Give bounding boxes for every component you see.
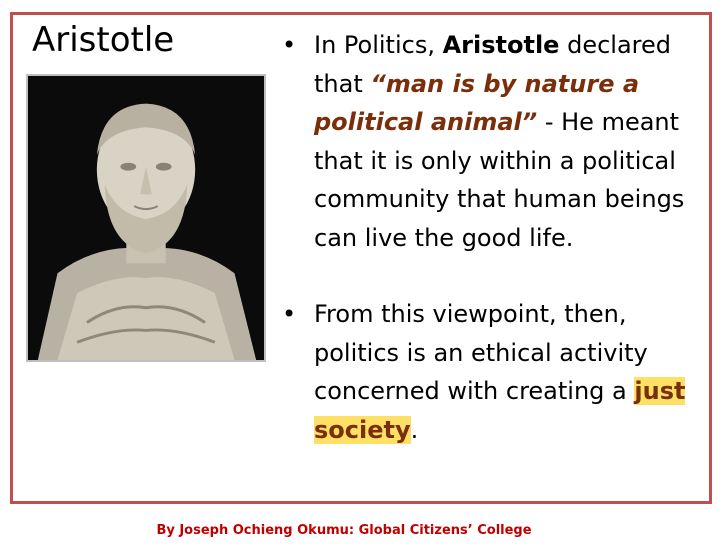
bullet-item	[282, 26, 694, 257]
bullet-list	[282, 26, 694, 449]
bullet1-quote: “man is by nature a political animal”	[314, 69, 640, 136]
bullet1-text-before: In Politics,	[314, 31, 443, 59]
bullet1-text-after: - He meant that it is only within a political community that human beings can live the good life.	[314, 108, 685, 252]
slide-title: Aristotle	[32, 20, 175, 60]
bullet2-text-after: .	[410, 415, 419, 444]
bullet2-text-before: From this viewpoint, then, politics is an ethical activity concerned with creating a	[314, 300, 648, 405]
bullet-item	[282, 295, 694, 449]
bullet-dot-icon: •	[282, 31, 297, 59]
bullet1-text-mid: declared that	[314, 31, 671, 98]
bullet-dot-icon: •	[282, 300, 297, 328]
bullet1-bold-name: Aristotle	[442, 31, 560, 59]
aristotle-bust-image	[26, 74, 266, 362]
bullet2-highlight: just society	[314, 377, 686, 444]
slide-footer	[0, 523, 728, 538]
footer-credit: By Joseph Ochieng Okumu: Global Citizens’ College	[156, 523, 532, 538]
